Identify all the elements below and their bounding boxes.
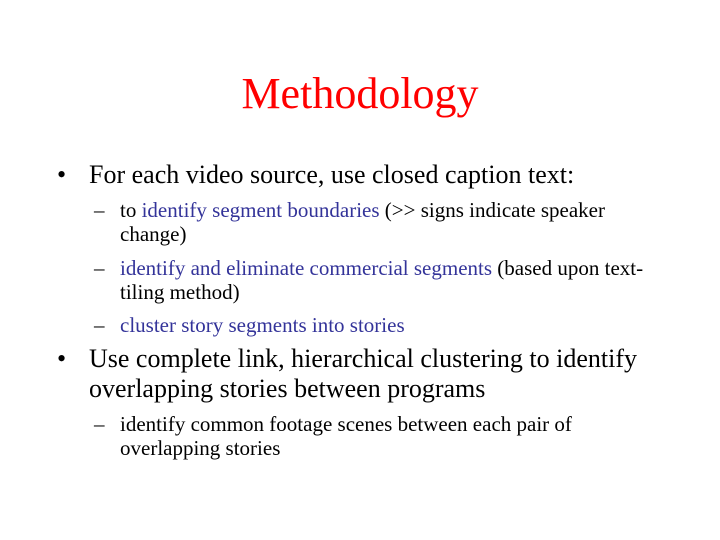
- bullet-marker: •: [57, 160, 67, 189]
- bullet-text: Use complete link, hierarchical clustering to identify overlapping stories between programs: [89, 344, 637, 403]
- sub-bullet-highlight: identify and eliminate commercial segments: [120, 256, 493, 280]
- sub-bullet-marker: –: [94, 256, 105, 280]
- bullet-item: [57, 344, 667, 404]
- sub-bullet-marker: –: [94, 412, 105, 436]
- sub-bullet-suffix: (based upon text-tiling method): [120, 256, 644, 304]
- sub-bullet-highlight: identify segment boundaries: [141, 198, 380, 222]
- sub-bullet-prefix: identify common footage scenes between each pair of overlapping stories: [120, 412, 572, 460]
- sub-bullet-text: [120, 256, 654, 304]
- sub-bullet-item: [94, 198, 654, 246]
- sub-bullet-item: [94, 412, 654, 460]
- sub-bullet-marker: –: [94, 313, 105, 337]
- sub-bullet-text: [120, 313, 654, 337]
- sub-bullet-prefix: to: [120, 198, 142, 222]
- sub-bullet-text: [120, 412, 654, 460]
- sub-bullet-highlight: cluster story segments into stories: [120, 313, 405, 337]
- sub-bullet-suffix: (>> signs indicate speaker change): [120, 198, 605, 246]
- slide-title: Methodology: [241, 69, 479, 118]
- bullet-item: [57, 160, 667, 190]
- bullet-marker: •: [57, 344, 67, 373]
- sub-bullet-item: [94, 256, 654, 304]
- sub-bullet-item: [94, 313, 654, 337]
- sub-bullet-marker: –: [94, 198, 105, 222]
- bullet-text: For each video source, use closed caption text:: [89, 160, 575, 189]
- sub-bullet-text: [120, 198, 654, 246]
